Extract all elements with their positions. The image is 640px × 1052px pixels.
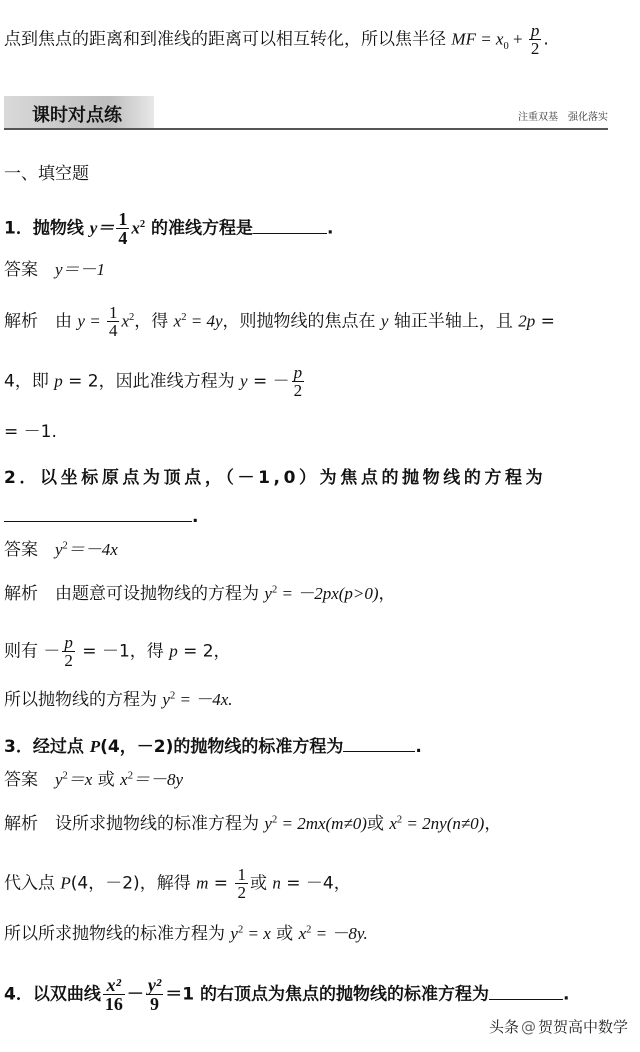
q1-fraction	[116, 210, 129, 247]
a2-y: y	[55, 540, 63, 559]
a3-sup1: 2	[62, 770, 68, 782]
section-title: 课时对点练	[32, 105, 122, 126]
s3-y: y	[264, 814, 272, 833]
s1-2p: 2p	[518, 311, 536, 331]
intro-plus: +	[508, 29, 527, 49]
watermark-source: 头条	[488, 1018, 519, 1036]
s3-l3or: 或	[270, 924, 299, 944]
q4-f1-num: x²	[103, 976, 125, 995]
s1-frac2-num: p	[293, 363, 303, 382]
a1-label: 答案	[4, 260, 38, 280]
s3-l2d: 或	[249, 873, 273, 894]
q1-period: .	[327, 218, 334, 239]
s3-e2: = 2ny(n≠0)	[402, 814, 485, 833]
s1-fraction	[107, 304, 120, 339]
q1-x: x	[131, 218, 140, 238]
s1-x: x	[121, 311, 129, 331]
q3-point: P	[89, 737, 101, 756]
s1-t1: 由	[55, 311, 78, 332]
q4-f2-num: y²	[147, 975, 162, 995]
s3-l3x: x	[298, 924, 307, 943]
q1-frac-num: 1	[118, 209, 128, 229]
s3-frac-den: 2	[237, 883, 246, 902]
s2-eq: = －2px(p>0)	[277, 584, 379, 603]
q4-minus: －	[126, 984, 144, 1005]
a2-rest: ＝－4x	[67, 540, 118, 559]
a3-p2: ＝－8y	[132, 770, 184, 789]
s3-l2n: n	[272, 873, 281, 893]
solution-3-line3	[4, 922, 636, 946]
s3-sup1: 2	[271, 814, 278, 826]
q1-frac-den: 4	[118, 228, 128, 248]
q1-y-eq: y＝	[89, 218, 115, 238]
solution-3-line2	[4, 866, 636, 901]
s2-l2c: = 2，	[177, 641, 231, 662]
s1-t3: ，则抛物线的焦点在	[222, 311, 381, 332]
s2-l2a: 则有 －	[4, 641, 61, 662]
s3-l3b: = x	[243, 924, 271, 943]
s3-l3sup1: 2	[237, 924, 244, 936]
solution-1-line3	[4, 420, 636, 444]
a3-label: 答案	[4, 770, 38, 790]
s1-frac2-den: 2	[293, 381, 303, 400]
answer-2	[4, 538, 636, 562]
s3-l2b: (4，－2)，解得	[70, 873, 197, 894]
q4-t2: 的右顶点为焦点的抛物线的标准方程为	[194, 984, 489, 1005]
s2-sup: 2	[271, 584, 278, 596]
fill-in-heading: 一、填空题	[4, 164, 89, 184]
s2-l2p: p	[169, 641, 178, 661]
q2-period: .	[192, 507, 199, 527]
intro-frac-den: 2	[530, 39, 540, 58]
q3-answer-blank[interactable]	[343, 734, 415, 752]
solution-2-line3	[4, 688, 636, 712]
q4-fraction-1	[103, 976, 125, 1013]
s3-l3y: y	[230, 924, 238, 943]
s3-l2a: 代入点	[4, 873, 61, 894]
s1-t4: 轴正半轴上，且	[388, 311, 519, 332]
s1-frac-num: 1	[108, 303, 118, 322]
s2-fraction	[62, 634, 75, 669]
solution-1-line2	[4, 364, 636, 399]
a3-y: y	[55, 770, 63, 789]
s3-fraction	[235, 866, 248, 901]
q4-answer-blank[interactable]	[489, 982, 563, 1000]
section-header	[4, 96, 608, 132]
watermark	[489, 1016, 628, 1037]
q2-text: 以坐标原点为顶点，（－1,0）为焦点的抛物线的方程为	[40, 468, 547, 488]
a3-x: x	[120, 770, 128, 789]
q1-text2: 的准线方程是	[145, 218, 253, 239]
q4-f1-den: 16	[104, 994, 123, 1014]
q4-t1: 以双曲线	[32, 984, 101, 1005]
question-1	[4, 210, 636, 247]
q4-number: 4．	[4, 984, 33, 1005]
q1-sup: 2	[139, 218, 146, 230]
watermark-at-icon: @	[520, 1018, 536, 1036]
question-4	[4, 976, 636, 1013]
s1-l2c: = －	[247, 371, 290, 392]
question-2-blank-line	[4, 504, 636, 529]
s3-sup2: 2	[396, 814, 403, 826]
s3-l3c: = －8y.	[311, 924, 368, 943]
s2-l3y: y	[162, 690, 170, 709]
s3-x: x	[389, 814, 397, 833]
s1-label: 解析	[4, 311, 38, 332]
s3-e1: = 2mx(m≠0)	[277, 814, 367, 833]
intro-text: 点到焦点的距离和到准线的距离可以相互转化，所以焦半径	[4, 29, 446, 50]
s2-t2: ，	[378, 584, 396, 604]
q1-text1: 抛物线	[32, 218, 90, 239]
s2-frac-den: 2	[64, 651, 73, 670]
question-2	[4, 466, 636, 490]
q4-period: .	[563, 984, 570, 1005]
solution-2-line1	[4, 582, 636, 606]
q3-number: 3．	[4, 737, 33, 757]
s2-l3b: = －4x.	[175, 690, 233, 709]
intro-period: .	[543, 29, 549, 50]
intro-sub: 0	[503, 40, 509, 52]
q3-period: .	[415, 737, 422, 757]
s1-eq: =	[535, 311, 555, 332]
q4-f2-den: 9	[150, 994, 160, 1014]
a3-sup2: 2	[127, 770, 133, 782]
a2-sup: 2	[62, 540, 68, 552]
q2-answer-blank[interactable]	[4, 504, 192, 522]
section-rule	[4, 128, 608, 130]
s1-frac-den: 4	[108, 321, 118, 340]
s2-t1: 由题意可设抛物线的方程为	[55, 584, 265, 604]
s1-l2p: p	[54, 371, 63, 391]
q1-answer-blank[interactable]	[253, 216, 327, 234]
q4-eq: ＝1	[165, 984, 195, 1005]
s1-x2: x	[173, 311, 182, 331]
intro-line	[4, 22, 636, 57]
question-3	[4, 734, 636, 759]
s1-yv: y	[380, 311, 389, 331]
s2-l3sup: 2	[169, 690, 176, 702]
s2-y: y	[264, 584, 272, 603]
s3-label: 解析	[4, 814, 38, 834]
s3-frac-num: 1	[237, 865, 246, 884]
s3-l2e: = －4，	[280, 873, 351, 894]
q3-t1: 经过点	[32, 737, 90, 757]
s1-l2a: 4，即	[4, 371, 55, 392]
q1-number: 1．	[4, 218, 33, 239]
s3-or: 或	[366, 814, 390, 834]
q4-fraction-2	[146, 976, 163, 1013]
intro-frac-num: p	[530, 21, 540, 40]
s2-frac-num: p	[64, 633, 73, 652]
q2-number: 2．	[4, 468, 41, 488]
s1-y-eq: y =	[77, 311, 105, 331]
s1-sup: 2	[128, 311, 135, 323]
s3-t1: 设所求抛物线的标准方程为	[55, 814, 265, 834]
solution-2-line2	[4, 634, 636, 669]
s1-l3: = －1.	[4, 422, 57, 442]
answer-1	[4, 258, 636, 282]
s3-t2: ，	[484, 814, 502, 834]
s3-l3a: 所以所求抛物线的标准方程为	[4, 924, 231, 944]
s1-sup2: 2	[181, 311, 187, 323]
watermark-author: 贺贺高中数学	[537, 1018, 628, 1036]
s2-l2b: = －1，得	[76, 641, 170, 662]
a3-p1: ＝x	[67, 770, 93, 789]
s2-label: 解析	[4, 584, 38, 604]
s1-l2b: = 2，因此准线方程为	[62, 371, 241, 392]
a1-value: y＝－1	[55, 260, 106, 279]
a3-or: 或	[92, 770, 121, 790]
answer-3	[4, 768, 636, 792]
intro-formula: MF = x	[451, 29, 504, 49]
s1-eq2: = 4y	[186, 311, 223, 331]
intro-fraction	[529, 22, 542, 57]
a2-label: 答案	[4, 540, 38, 560]
s3-l2c: =	[208, 873, 234, 894]
s3-l2m: m	[196, 873, 209, 893]
s1-l2y: y	[240, 371, 248, 391]
solution-1-line1	[4, 304, 636, 339]
s1-fraction-2	[292, 364, 305, 399]
s3-l2P: P	[60, 873, 71, 893]
s3-l3sup2: 2	[306, 924, 312, 936]
s1-t2: ，得	[134, 311, 174, 332]
s2-l3a: 所以抛物线的方程为	[4, 690, 163, 710]
q3-t2: (4，－2)的抛物线的标准方程为	[100, 737, 344, 757]
section-tag: 注重双基 强化落实	[518, 112, 608, 123]
solution-3-line1	[4, 812, 636, 836]
